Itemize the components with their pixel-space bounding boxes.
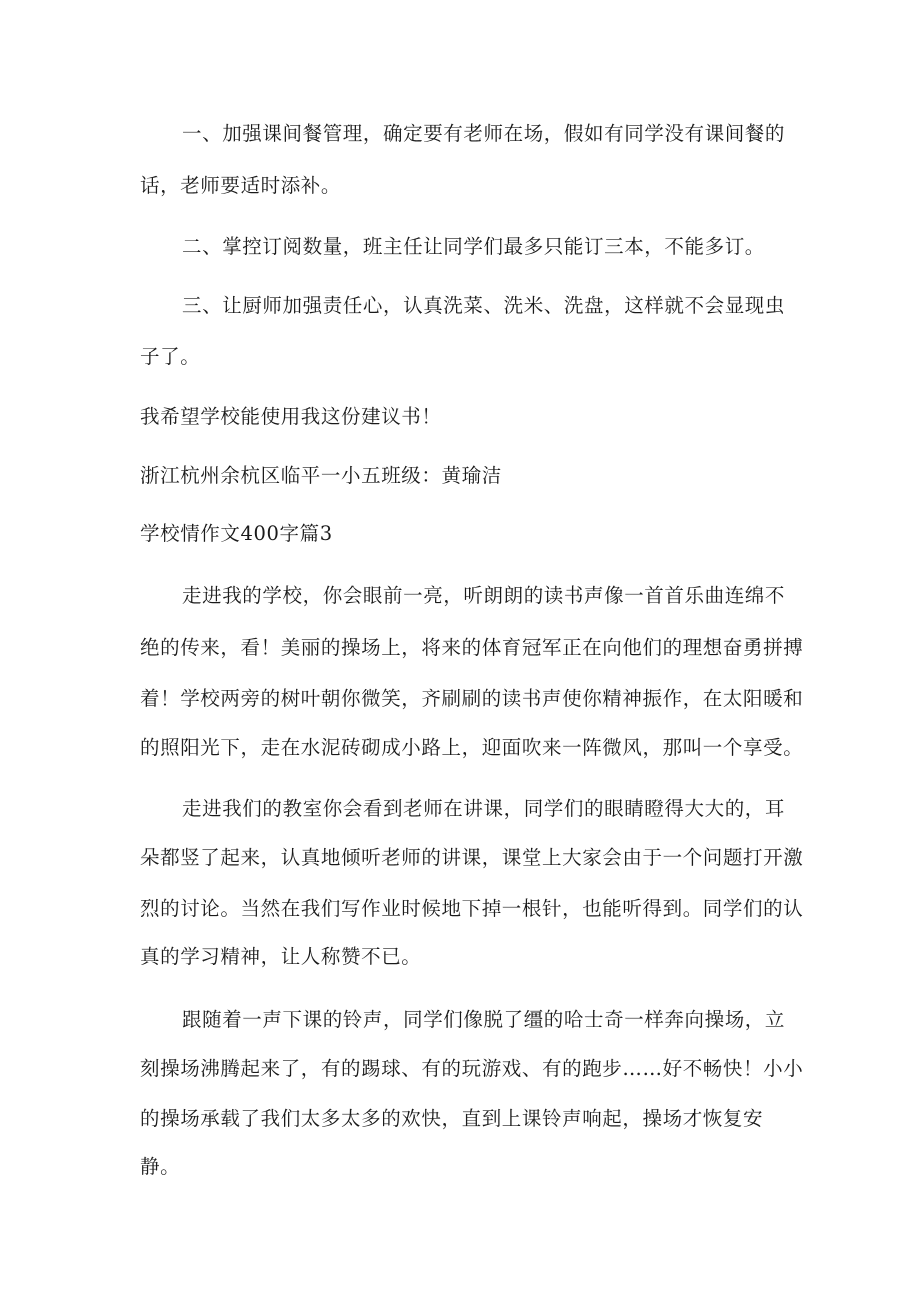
paragraph-line: 朵都竖了起来，认真地倾听老师的讲课，课堂上大家会由于一个问题打开激 xyxy=(140,846,804,869)
paragraph-line: 静。 xyxy=(140,1155,181,1178)
paragraph-line: 走进我们的教室你会看到老师在讲课，同学们的眼睛瞪得大大的，耳 xyxy=(182,797,786,820)
paragraph-line: 话，老师要适时添补。 xyxy=(140,174,342,197)
paragraph-line: 三、让厨师加强责任心，认真洗菜、洗米、洗盘，这样就不会显现虫 xyxy=(182,294,786,317)
paragraph-line: 一、加强课间餐管理，确定要有老师在场，假如有同学没有课间餐的 xyxy=(182,122,786,145)
paragraph-line: 走进我的学校，你会眼前一亮，听朗朗的读书声像一首首乐曲连绵不 xyxy=(182,584,786,607)
paragraph-line: 绝的传来，看！美丽的操场上，将来的体育冠军正在向他们的理想奋勇拼搏 xyxy=(140,636,804,659)
signature-line: 浙江杭州余杭区临平一小五班级：黄瑜洁 xyxy=(140,464,502,487)
paragraph-line: 子了。 xyxy=(140,345,201,368)
paragraph-line: 刻操场沸腾起来了，有的踢球、有的玩游戏、有的跑步……好不畅快！小小 xyxy=(140,1057,804,1080)
section-title: 学校情作文400字篇3 xyxy=(140,522,333,545)
paragraph-line: 着！学校两旁的树叶朝你微笑，齐刷刷的读书声使你精神振作，在太阳暖和 xyxy=(140,687,804,710)
paragraph-line: 真的学习精神，让人称赞不已。 xyxy=(140,945,422,968)
paragraph-line: 我希望学校能使用我这份建议书！ xyxy=(140,405,442,428)
paragraph-line: 的操场承载了我们太多太多的欢快，直到上课铃声响起，操场才恢复安 xyxy=(140,1107,764,1130)
paragraph-line: 跟随着一声下课的铃声，同学们像脱了缰的哈士奇一样奔向操场，立 xyxy=(182,1008,786,1031)
paragraph-line: 的照阳光下，走在水泥砖砌成小路上，迎面吹来一阵微风，那叫一个享受。 xyxy=(140,736,804,759)
paragraph-line: 二、掌控订阅数量，班主任让同学们最多只能订三本，不能多订。 xyxy=(182,235,765,258)
paragraph-line: 烈的讨论。当然在我们写作业时候地下掉一根针，也能听得到。同学们的认 xyxy=(140,897,804,920)
